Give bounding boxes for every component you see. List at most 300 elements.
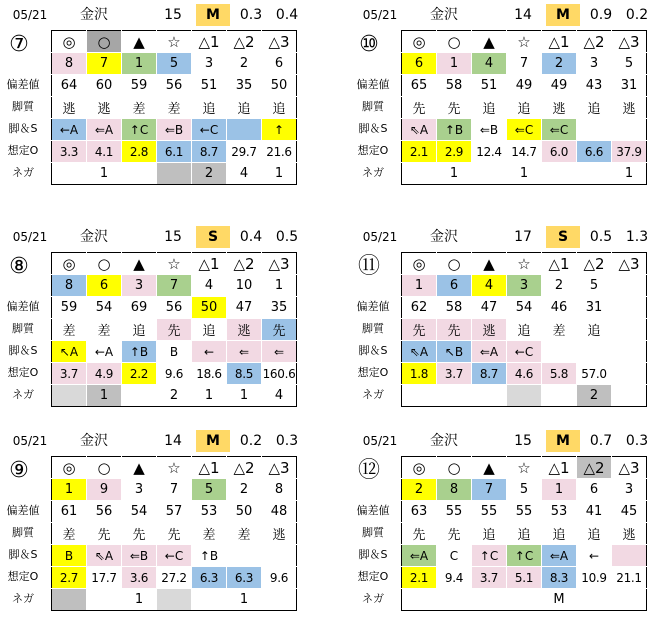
symbol-cell: △2 [227, 253, 262, 275]
odds-cell: 5.1 [507, 567, 542, 589]
leg-type-cell: 逃 [87, 97, 122, 119]
odds-cell: 4.9 [87, 363, 122, 385]
leg-type-cell: 差 [227, 523, 262, 545]
row-label-odds: 想定O [7, 144, 39, 157]
row-label-nega: ネガ [12, 166, 34, 179]
leg-type-cell: 追 [122, 319, 157, 341]
deviation-cell: 48 [262, 501, 297, 523]
odds-cell: 8.3 [542, 567, 577, 589]
symbol-cell: ☆ [157, 31, 192, 53]
odds-cell: 2.7 [52, 567, 87, 589]
table-row [52, 253, 297, 275]
field-size: 15 [164, 229, 182, 245]
row-label-leg-s: 脚＆S [358, 344, 388, 357]
leg-type-cell: 先 [262, 319, 297, 341]
table-row [52, 141, 297, 163]
horse-number-cell: 5 [507, 479, 542, 501]
field-size: 14 [514, 7, 532, 23]
odds-cell: 8.7 [472, 363, 507, 385]
table-row [52, 589, 297, 611]
leg-type-cell: 逃 [612, 97, 647, 119]
horse-number-cell: 1 [402, 275, 437, 297]
nega-cell: 1 [227, 385, 262, 407]
leg-type-cell: 先 [402, 97, 437, 119]
leg-type-cell: 追 [472, 97, 507, 119]
nega-cell [472, 589, 507, 611]
horse-number-cell: 4 [472, 275, 507, 297]
table-row [402, 457, 647, 479]
leg-s-cell [612, 341, 647, 363]
deviation-cell: 60 [87, 75, 122, 97]
table-row [402, 501, 647, 523]
symbol-cell: △1 [192, 457, 227, 479]
leg-s-cell: ←C [507, 341, 542, 363]
nega-cell [612, 589, 647, 611]
table-row [52, 545, 297, 567]
deviation-cell: 59 [122, 75, 157, 97]
prediction-table [401, 456, 647, 611]
race-panel [0, 226, 305, 416]
odds-cell: 5.8 [542, 363, 577, 385]
race-panel [0, 4, 305, 194]
leg-type-cell: 追 [192, 319, 227, 341]
leg-type-cell: 差 [192, 523, 227, 545]
nega-cell [122, 163, 157, 185]
horse-number-cell: 2 [402, 479, 437, 501]
odds-cell: 3.6 [122, 567, 157, 589]
nega-cell [402, 385, 437, 407]
leg-s-cell [262, 545, 297, 567]
odds-cell: 3.7 [437, 363, 472, 385]
index-value-1: 0.7 [589, 433, 613, 449]
row-label-leg-s: 脚＆S [8, 344, 38, 357]
index-value-2: 0.3 [625, 433, 649, 449]
nega-cell [577, 589, 612, 611]
symbol-cell: △3 [262, 457, 297, 479]
table-row [52, 341, 297, 363]
leg-type-cell: 逃 [262, 523, 297, 545]
odds-cell: 9.6 [157, 363, 192, 385]
leg-type-cell: 逃 [612, 523, 647, 545]
table-row [52, 163, 297, 185]
nega-cell [52, 163, 87, 185]
race-date: 05/21 [362, 8, 398, 22]
leg-s-cell: ↑B [122, 341, 157, 363]
odds-cell: 3.7 [472, 567, 507, 589]
leg-s-cell: ←A [87, 341, 122, 363]
leg-type-cell: 追 [507, 523, 542, 545]
symbol-cell: ◎ [52, 457, 87, 479]
odds-cell: 6.0 [542, 141, 577, 163]
table-row [402, 253, 647, 275]
symbol-cell: △3 [612, 253, 647, 275]
odds-cell: 27.2 [157, 567, 192, 589]
table-row [52, 457, 297, 479]
horse-number-cell: 7 [157, 275, 192, 297]
horse-number-cell: 1 [52, 479, 87, 501]
symbol-cell: △2 [577, 457, 612, 479]
horse-number-cell: 3 [577, 53, 612, 75]
row-label-nega: ネガ [362, 166, 384, 179]
leg-s-cell: ⇖A [87, 545, 122, 567]
horse-number-cell: 3 [122, 479, 157, 501]
row-label-deviation: 偏差値 [6, 504, 40, 517]
race-grade: M [546, 430, 580, 452]
index-value-2: 1.3 [625, 229, 649, 245]
odds-cell: 12.4 [472, 141, 507, 163]
symbol-cell: △2 [577, 253, 612, 275]
leg-type-cell: 差 [52, 523, 87, 545]
deviation-cell: 56 [87, 501, 122, 523]
leg-type-cell: 先 [157, 523, 192, 545]
nega-cell [402, 589, 437, 611]
table-row [402, 119, 647, 141]
race-panel [350, 226, 655, 416]
odds-cell: 37.9 [612, 141, 647, 163]
leg-s-cell [577, 341, 612, 363]
table-row [52, 31, 297, 53]
deviation-cell: 43 [577, 75, 612, 97]
field-size: 14 [164, 433, 182, 449]
table-row [402, 275, 647, 297]
table-row [402, 479, 647, 501]
horse-number-cell: 4 [472, 53, 507, 75]
leg-type-cell: 逃 [52, 97, 87, 119]
odds-cell: 4.6 [507, 363, 542, 385]
race-date: 05/21 [12, 230, 48, 244]
leg-s-cell [227, 119, 262, 141]
symbol-cell: △2 [577, 31, 612, 53]
race-grade: M [196, 430, 230, 452]
horse-number-cell: 6 [262, 53, 297, 75]
index-value-2: 0.3 [275, 433, 299, 449]
horse-number-cell: 7 [472, 479, 507, 501]
nega-cell: 4 [262, 385, 297, 407]
nega-cell: 2 [192, 163, 227, 185]
leg-s-cell: ↑C [472, 545, 507, 567]
deviation-cell: 58 [437, 75, 472, 97]
deviation-cell: 51 [192, 75, 227, 97]
nega-cell [437, 589, 472, 611]
horse-number-cell: 7 [507, 53, 542, 75]
symbol-cell: ▲ [122, 253, 157, 275]
odds-cell: 3.7 [52, 363, 87, 385]
race-date: 05/21 [12, 434, 48, 448]
nega-cell: 1 [262, 163, 297, 185]
symbol-cell: ▲ [122, 31, 157, 53]
deviation-cell: 57 [157, 501, 192, 523]
index-value-1: 0.2 [239, 433, 263, 449]
index-value-2: 0.4 [275, 7, 299, 23]
leg-type-cell: 先 [87, 523, 122, 545]
leg-s-cell: ↑ [262, 119, 297, 141]
deviation-cell: 56 [157, 297, 192, 319]
nega-cell [402, 163, 437, 185]
nega-cell: 1 [87, 163, 122, 185]
nega-cell [157, 163, 192, 185]
odds-cell: 3.3 [52, 141, 87, 163]
horse-number-cell: 5 [612, 53, 647, 75]
row-label-odds: 想定O [357, 366, 389, 379]
horse-number-cell: 2 [227, 479, 262, 501]
symbol-cell: ○ [437, 457, 472, 479]
leg-s-cell [612, 545, 647, 567]
leg-type-cell: 追 [262, 97, 297, 119]
leg-type-cell: 先 [157, 319, 192, 341]
symbol-cell: ◎ [52, 253, 87, 275]
symbol-cell: △1 [542, 31, 577, 53]
leg-s-cell: ← [577, 545, 612, 567]
deviation-cell [612, 297, 647, 319]
field-size: 17 [514, 229, 532, 245]
leg-type-cell: 先 [402, 523, 437, 545]
prediction-table [401, 30, 647, 185]
leg-s-cell: ↖A [52, 341, 87, 363]
leg-s-cell: C [437, 545, 472, 567]
odds-cell: 57.0 [577, 363, 612, 385]
deviation-cell: 41 [577, 501, 612, 523]
deviation-cell: 69 [122, 297, 157, 319]
leg-type-cell: 先 [402, 319, 437, 341]
leg-s-cell: ↑C [122, 119, 157, 141]
nega-cell: 2 [157, 385, 192, 407]
leg-s-cell [577, 119, 612, 141]
row-label-deviation: 偏差値 [356, 300, 390, 313]
table-row [52, 97, 297, 119]
deviation-cell: 47 [227, 297, 262, 319]
odds-cell: 4.1 [87, 141, 122, 163]
race-venue: 金沢 [430, 7, 458, 23]
leg-s-cell: ←A [52, 119, 87, 141]
nega-cell: 1 [507, 163, 542, 185]
odds-cell: 29.7 [227, 141, 262, 163]
horse-number-cell: 4 [192, 275, 227, 297]
deviation-cell: 31 [577, 297, 612, 319]
table-row [52, 501, 297, 523]
horse-number-cell: 1 [262, 275, 297, 297]
race-date: 05/21 [12, 8, 48, 22]
symbol-cell: ◎ [402, 457, 437, 479]
leg-type-cell: 差 [122, 97, 157, 119]
odds-cell: 21.1 [612, 567, 647, 589]
leg-s-cell: ⇐C [542, 119, 577, 141]
leg-type-cell: 差 [52, 319, 87, 341]
leg-s-cell: ⇐A [472, 341, 507, 363]
leg-type-cell: 差 [157, 97, 192, 119]
row-label-deviation: 偏差値 [6, 78, 40, 91]
odds-cell: 2.1 [402, 141, 437, 163]
symbol-cell: ◎ [402, 253, 437, 275]
field-size: 15 [164, 7, 182, 23]
leg-type-cell: 追 [192, 97, 227, 119]
deviation-cell: 63 [402, 501, 437, 523]
deviation-cell: 53 [192, 501, 227, 523]
row-label-deviation: 偏差値 [356, 504, 390, 517]
leg-type-cell [612, 319, 647, 341]
nega-cell: 1 [192, 385, 227, 407]
table-row [402, 97, 647, 119]
index-value-1: 0.3 [239, 7, 263, 23]
leg-s-cell: ↑C [507, 545, 542, 567]
leg-type-cell: 追 [507, 319, 542, 341]
symbol-cell: ☆ [507, 457, 542, 479]
race-number: ⑨ [9, 458, 29, 483]
leg-type-cell: 追 [577, 523, 612, 545]
leg-type-cell: 追 [542, 523, 577, 545]
leg-type-cell: 逃 [472, 319, 507, 341]
odds-cell: 2.2 [122, 363, 157, 385]
row-label-leg-type: 脚質 [12, 322, 34, 335]
row-label-odds: 想定O [7, 366, 39, 379]
odds-cell: 2.1 [402, 567, 437, 589]
race-header [350, 226, 655, 248]
race-grade: S [196, 226, 230, 248]
table-row [52, 319, 297, 341]
nega-cell [192, 589, 227, 611]
race-header [0, 430, 305, 452]
odds-cell: 160.6 [262, 363, 297, 385]
nega-cell [472, 385, 507, 407]
horse-number-cell: 5 [577, 275, 612, 297]
table-row [402, 53, 647, 75]
horse-number-cell: 5 [157, 53, 192, 75]
horse-number-cell: 6 [87, 275, 122, 297]
race-date: 05/21 [362, 230, 398, 244]
field-size: 15 [514, 433, 532, 449]
leg-type-cell: 差 [87, 319, 122, 341]
odds-cell: 6.3 [192, 567, 227, 589]
race-grade: M [546, 4, 580, 26]
row-label-odds: 想定O [7, 570, 39, 583]
horse-number-cell: 6 [577, 479, 612, 501]
odds-cell: 17.7 [87, 567, 122, 589]
leg-s-cell: ⇖A [402, 119, 437, 141]
race-header [350, 4, 655, 26]
nega-cell: 1 [87, 385, 122, 407]
symbol-cell: △1 [192, 253, 227, 275]
horse-number-cell: 5 [192, 479, 227, 501]
index-value-2: 0.5 [275, 229, 299, 245]
table-row [402, 141, 647, 163]
leg-type-cell: 差 [542, 319, 577, 341]
deviation-cell: 50 [192, 297, 227, 319]
leg-s-cell: ⇐A [542, 545, 577, 567]
race-venue: 金沢 [80, 7, 108, 23]
row-label-nega: ネガ [12, 388, 34, 401]
race-number: ⑧ [9, 254, 29, 279]
deviation-cell: 49 [507, 75, 542, 97]
horse-number-cell: 8 [262, 479, 297, 501]
leg-type-cell: 先 [122, 523, 157, 545]
horse-number-cell: 10 [227, 275, 262, 297]
nega-cell [507, 589, 542, 611]
deviation-cell: 35 [262, 297, 297, 319]
leg-s-cell: B [157, 341, 192, 363]
leg-type-cell: 追 [472, 523, 507, 545]
horse-number-cell [612, 275, 647, 297]
deviation-cell: 64 [52, 75, 87, 97]
nega-cell: M [542, 589, 577, 611]
deviation-cell: 55 [507, 501, 542, 523]
leg-type-cell: 逃 [542, 97, 577, 119]
nega-cell [52, 589, 87, 611]
deviation-cell: 56 [157, 75, 192, 97]
row-label-leg-type: 脚質 [12, 100, 34, 113]
deviation-cell: 65 [402, 75, 437, 97]
horse-number-cell: 2 [542, 53, 577, 75]
table-row [52, 385, 297, 407]
race-grade: M [196, 4, 230, 26]
horse-number-cell: 2 [227, 53, 262, 75]
race-venue: 金沢 [430, 433, 458, 449]
leg-s-cell: ⇐ [262, 341, 297, 363]
symbol-cell: △2 [227, 457, 262, 479]
index-value-1: 0.9 [589, 7, 613, 23]
race-venue: 金沢 [430, 229, 458, 245]
leg-s-cell [542, 341, 577, 363]
nega-cell [157, 589, 192, 611]
horse-number-cell: 8 [52, 275, 87, 297]
deviation-cell: 31 [612, 75, 647, 97]
table-row [402, 163, 647, 185]
nega-cell [122, 385, 157, 407]
row-label-odds: 想定O [357, 144, 389, 157]
horse-number-cell: 9 [87, 479, 122, 501]
table-row [52, 75, 297, 97]
symbol-cell: ○ [87, 31, 122, 53]
odds-cell: 1.8 [402, 363, 437, 385]
race-number: ⑦ [9, 32, 29, 57]
index-value-1: 0.5 [589, 229, 613, 245]
nega-cell [52, 385, 87, 407]
table-row [52, 363, 297, 385]
table-row [52, 523, 297, 545]
nega-cell [437, 385, 472, 407]
symbol-cell: ○ [437, 31, 472, 53]
symbol-cell: ○ [437, 253, 472, 275]
race-grade: S [546, 226, 580, 248]
odds-cell: 6.6 [577, 141, 612, 163]
table-row [52, 297, 297, 319]
deviation-cell: 62 [402, 297, 437, 319]
odds-cell: 2.9 [437, 141, 472, 163]
row-label-leg-type: 脚質 [362, 100, 384, 113]
table-row [402, 297, 647, 319]
deviation-cell: 51 [472, 75, 507, 97]
table-row [52, 119, 297, 141]
horse-number-cell: 8 [437, 479, 472, 501]
horse-number-cell: 3 [507, 275, 542, 297]
nega-cell [612, 385, 647, 407]
symbol-cell: ☆ [507, 253, 542, 275]
leg-s-cell: ⇐A [402, 545, 437, 567]
nega-cell [542, 163, 577, 185]
race-panel [0, 430, 305, 620]
race-venue: 金沢 [80, 433, 108, 449]
row-label-nega: ネガ [12, 592, 34, 605]
symbol-cell: △2 [227, 31, 262, 53]
horse-number-cell: 3 [122, 275, 157, 297]
row-label-deviation: 偏差値 [6, 300, 40, 313]
odds-cell [612, 363, 647, 385]
table-row [402, 545, 647, 567]
leg-s-cell: ⇐B [122, 545, 157, 567]
deviation-cell: 55 [472, 501, 507, 523]
leg-s-cell: ⇐B [472, 119, 507, 141]
deviation-cell: 50 [227, 501, 262, 523]
leg-type-cell: 先 [437, 523, 472, 545]
odds-cell: 9.6 [262, 567, 297, 589]
